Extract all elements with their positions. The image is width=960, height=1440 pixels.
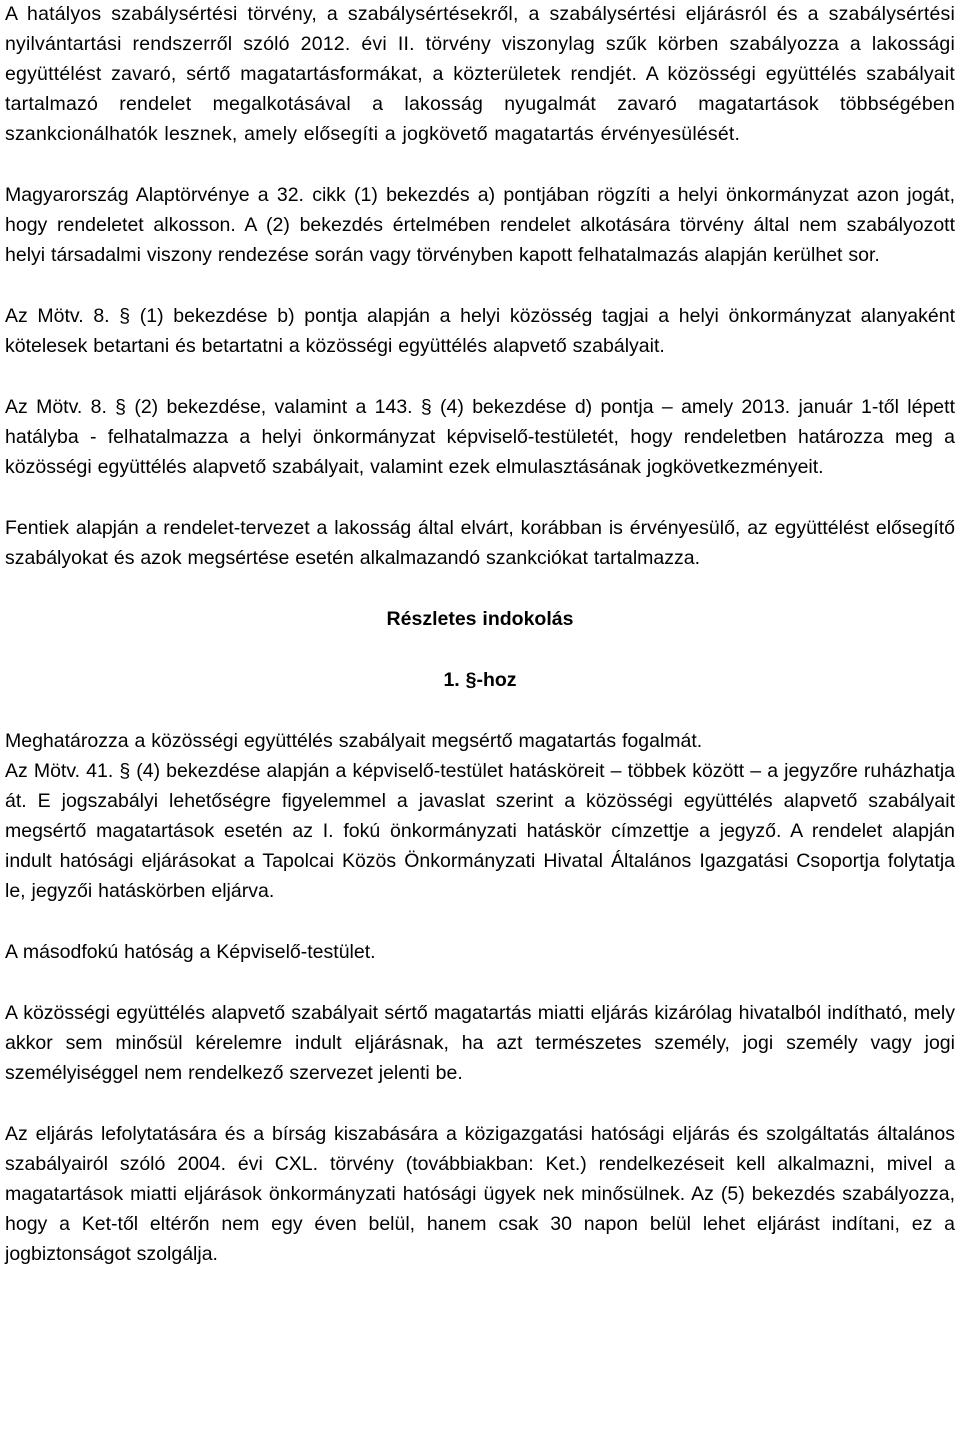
section-paragraph-5: Az eljárás lefolytatására és a bírság kiszabására a közigazgatási hatósági eljárás és szolgáltatás általános szabályairól szóló 2004. évi CXL. törvény (továbbiakban: Ket.) rendelkezéseit kell alkalmazni, mivel a magatartások miatti eljárások önkormányzati hatósági ügyek nek minősülnek. Az (5) bekezdés szabályozza, hogy a Ket-től eltérőn nem egy éven belül, hanem csak 30 napon belül lehet eljárást indítani, ez a jogbiztonságot szolgálja. — [5, 1123, 955, 1265]
intro-paragraph-1: A hatályos szabálysértési törvény, a szabálysértésekről, a szabálysértési eljárásról és a szabálysértési nyilvántartási rendszerről szóló 2012. évi II. törvény viszonylag szűk körben szabályozza a lakossági együttélést zavaró, sértő magatartásformákat, a közterületek rendjét. A közösségi együttélés szabályait tartalmazó rendelet megalkotásával a lakosság nyugalmát zavaró magatartások többségében szankcionálhatók lesznek, amely elősegíti a jogkövető magatartás érvényesülését. — [5, 3, 955, 145]
section-paragraph-1: Meghatározza a közösségi együttélés szabályait megsértő magatartás fogalmát. — [5, 730, 703, 752]
section-paragraph-3: A másodfokú hatóság a Képviselő-testület. — [5, 941, 376, 963]
intro-paragraph-5: Fentiek alapján a rendelet-tervezet a lakosság által elvárt, korábban is érvényesülő, az együttélést elősegítő szabályokat és azok megsértése esetén alkalmazandó szankciókat tartalmazza. — [5, 517, 955, 569]
intro-paragraph-3: Az Mötv. 8. § (1) bekezdése b) pontja alapján a helyi közösség tagjai a helyi önkormányzat alanyaként kötelesek betartani és betartatni a közösségi együttélés alapvető szabályait. — [5, 305, 955, 357]
subsection-title: 1. §-hoz — [443, 669, 517, 691]
intro-paragraph-2: Magyarország Alaptörvénye a 32. cikk (1) bekezdés a) pontjában rögzíti a helyi önkormányzat azon jogát, hogy rendeletet alkosson. A (2) bekezdés értelmében rendelet alkotására törvény által nem szabályozott helyi társadalmi viszony rendezése során vagy törvényben kapott felhatalmazás alapján kerülhet sor. — [5, 184, 955, 266]
document-page — [5, 0, 955, 1269]
section-paragraph-4: A közösségi együttélés alapvető szabályait sértő magatartás miatti eljárás kizárólag hivatalból indítható, mely akkor sem minősül kérelemre indult eljárásnak, ha azt természetes személy, jogi személy vagy jogi személyiséggel nem rendelkező szervezet jelenti be. — [5, 1002, 955, 1084]
section-paragraph-2: Az Mötv. 41. § (4) bekezdése alapján a képviselő-testület hatásköreit – többek között – a jegyzőre ruházhatja át. E jogszabályi lehetőségre figyelemmel a javaslat szerint a közösségi együttélés alapvető szabályait megsértő magatartások esetén az I. fokú önkormányzati hatáskör címzettje a jegyző. A rendelet alapján indult hatósági eljárásokat a Tapolcai Közös Önkormányzati Hivatal Általános Igazgatási Csoportja folytatja le, jegyzői hatáskörben eljárva. — [5, 760, 955, 902]
section-title: Részletes indokolás — [386, 608, 574, 630]
intro-paragraph-4: Az Mötv. 8. § (2) bekezdése, valamint a 143. § (4) bekezdése d) pontja – amely 2013. január 1-től lépett hatályba - felhatalmazza a helyi önkormányzat képviselő-testületét, hogy rendeletben határozza meg a közösségi együttélés alapvető szabályait, valamint ezek elmulasztásának jogkövetkezményeit. — [5, 396, 955, 478]
